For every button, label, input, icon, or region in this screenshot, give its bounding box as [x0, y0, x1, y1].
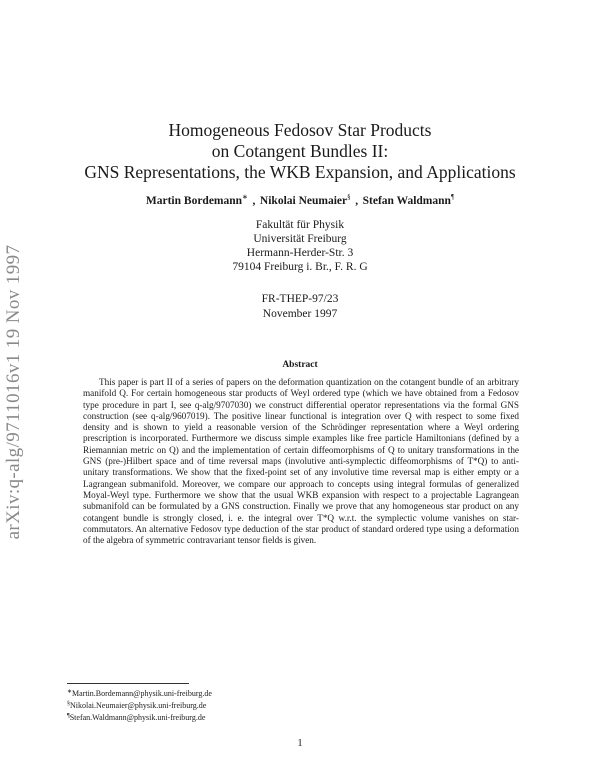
author-name: Nikolai Neumaier: [259, 195, 348, 207]
footnote-email: Nikolai.Neumaier@physik.uni-freiburg.de: [70, 701, 207, 710]
page-number: 1: [297, 738, 303, 749]
author-list: Martin Bordemann∗ , Nikolai Neumaier§ , Stefan Waldmann¶: [145, 193, 455, 207]
footnote-item: [67, 687, 212, 699]
footnote-mark: §: [67, 701, 70, 707]
footnote-email: Stefan.Waldmann@physik.uni-freiburg.de: [69, 713, 206, 722]
title-line-1: Homogeneous Fedosov Star Products: [168, 120, 432, 140]
author-name: Martin Bordemann: [145, 195, 243, 207]
affiliation-address: [0, 218, 600, 274]
footnote-mark: ¶: [67, 713, 70, 719]
report-date: November 1997: [262, 307, 338, 320]
footnotes: [67, 687, 212, 723]
abstract-text: This paper is part II of a series of papers on the deformation quantization on the cotangent bundle of an arbitrary manifold Q. For certain homogeneous star products of Weyl ordered type (which we have obtained from a Fedosov type procedure in part I, see q-alg/9707030) we construct differential operator representations via the formal GNS construction (see q-alg/9607019). The positive linear functional is integration over Q with respect to some fixed density and is shown to yield a reasonable version of the Schrödinger representation where a Weyl ordering prescription is incorporated. Furthermore we discuss simple examples like free particle Hamiltonians (defined by a Riemannian metric on Q) and the implementation of certain diffeomorphisms of Q to unitary transformations in the GNS (pre-)Hilbert space and of time reversal maps (involutive anti-symplectic diffeomorphisms of T*Q) to anti-unitary transformations. We show that the fixed-point set of any involutive time reversal map is either empty or a Lagrangean submanifold. Moreover, we compare our approach to concepts using integral formulas of generalized Moyal-Weyl type. Furthermore we show that the usual WKB expansion with respect to a projectable Lagrangean submanifold can be formulated by a GNS construction. Finally we prove that any homogeneous star product on any cotangent bundle is strongly closed, i. e. the integral over T*Q w.r.t. the symplectic volume vanishes on star-commutators. An alternative Fedosov type deduction of the star product of standard ordered type using a deformation of the algebra of symmetric contravariant tensor fields is given.: [83, 377, 519, 546]
paper-title: [0, 120, 600, 183]
title-line-2: on Cotangent Bundles II:: [211, 141, 389, 161]
report-number: FR-THEP-97/23: [261, 293, 339, 305]
footnote-item: [67, 699, 212, 711]
footnote-mark: ∗: [67, 689, 73, 695]
footnote-email: Martin.Bordemann@physik.uni-freiburg.de: [72, 689, 212, 698]
abstract-heading: Abstract: [282, 360, 318, 370]
author-footnote-mark: ¶: [450, 193, 455, 201]
footnote-item: [67, 711, 212, 723]
address-line: Universität Freiburg: [253, 233, 347, 245]
author-name: Stefan Waldmann: [362, 195, 451, 207]
title-line-3: GNS Representations, the WKB Expansion, and Applications: [84, 162, 516, 182]
author-footnote-mark: §: [347, 193, 351, 201]
author-footnote-mark: ∗: [242, 193, 248, 201]
address-line: 79104 Freiburg i. Br., F. R. G: [232, 261, 368, 273]
arxiv-identifier: arXiv:q-alg/9711016v1 19 Nov 1997: [3, 244, 24, 540]
address-line: Fakultät für Physik: [255, 219, 345, 231]
address-line: Hermann-Herder-Str. 3: [246, 247, 354, 259]
footnote-divider: [67, 683, 189, 684]
report-info: [0, 292, 600, 321]
